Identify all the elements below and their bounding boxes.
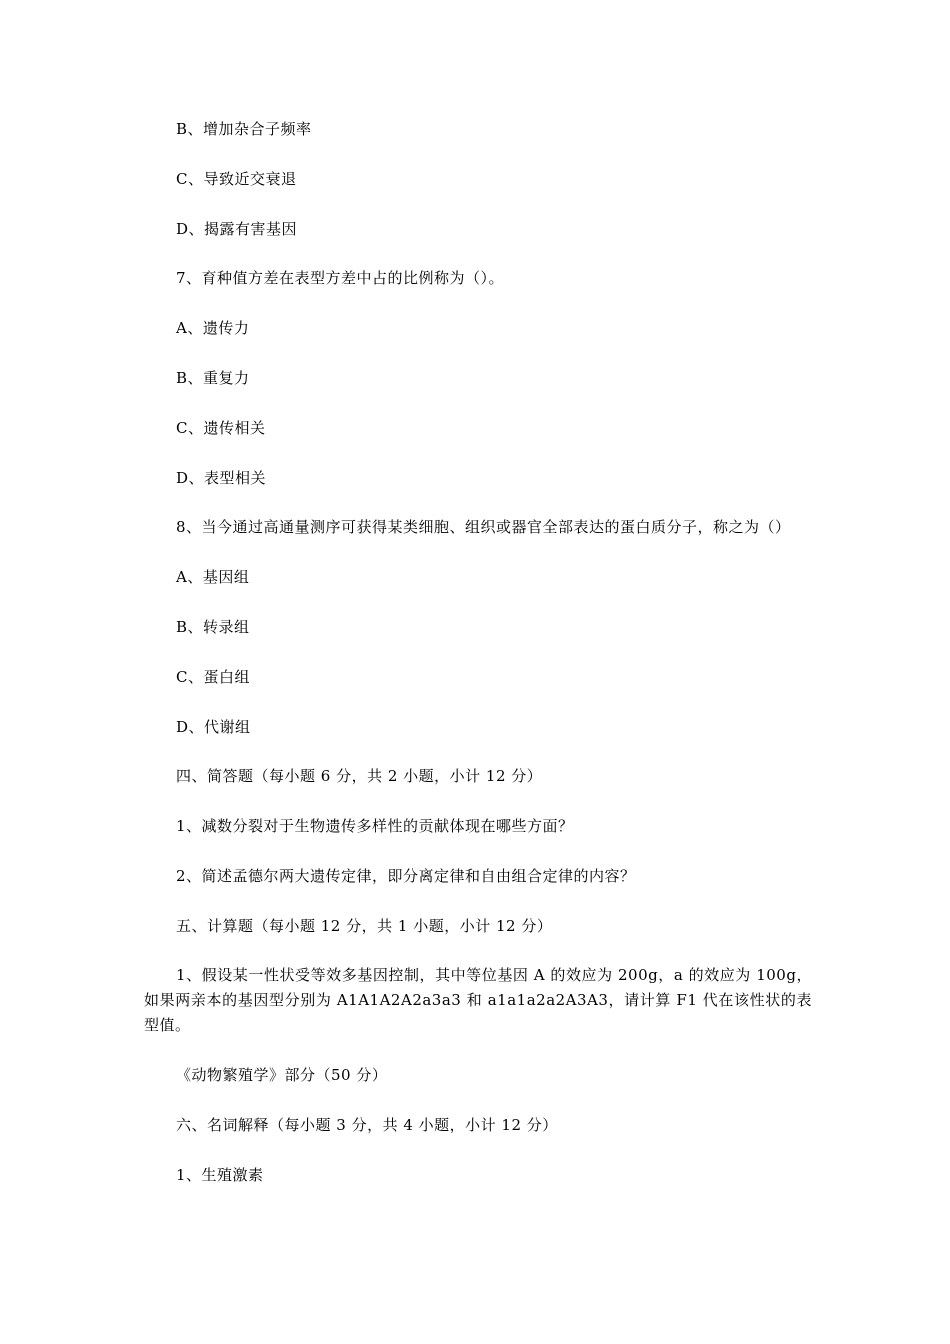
q7-option-a: A、遗传力 bbox=[176, 319, 250, 337]
calculation-question-1: 1、假设某一性状受等效多基因控制，其中等位基因 A 的效应为 200g，a 的效应为 100g，如果两亲本的基因型分别为 A1A1A2A2a3a3 和 a1a1a2a2A3A3，请计算 F1 代在该性状的表型值。 bbox=[144, 966, 812, 1034]
q7-option-d: D、表型相关 bbox=[176, 469, 267, 487]
short-answer-1: 1、减数分裂对于生物遗传多样性的贡献体现在哪些方面？ bbox=[176, 817, 574, 835]
q8-option-c: C、蛋白组 bbox=[176, 668, 250, 686]
section-6-heading: 六、名词解释（每小题 3 分，共 4 小题，小计 12 分） bbox=[176, 1116, 558, 1134]
option-b-heterozygosity: B、增加杂合子频率 bbox=[176, 120, 312, 138]
part-title-animal-reproduction: 《动物繁殖学》部分（50 分） bbox=[176, 1066, 388, 1084]
q8-option-a: A、基因组 bbox=[176, 568, 250, 586]
question-8: 8、当今通过高通量测序可获得某类细胞、组织或器官全部表达的蛋白质分子，称之为（） bbox=[176, 518, 791, 536]
q7-option-c: C、遗传相关 bbox=[176, 419, 266, 437]
short-answer-2: 2、简述孟德尔两大遗传定律，即分离定律和自由组合定律的内容？ bbox=[176, 867, 636, 885]
q8-option-d: D、代谢组 bbox=[176, 718, 251, 736]
term-definition-1: 1、生殖激素 bbox=[176, 1166, 264, 1184]
question-7: 7、育种值方差在表型方差中占的比例称为（）。 bbox=[176, 269, 505, 287]
section-4-heading: 四、简答题（每小题 6 分，共 2 小题，小计 12 分） bbox=[176, 767, 543, 785]
q8-option-b: B、转录组 bbox=[176, 618, 250, 636]
option-c-inbreeding-depression: C、导致近交衰退 bbox=[176, 170, 297, 188]
option-d-harmful-genes: D、揭露有害基因 bbox=[176, 220, 298, 238]
q7-option-b: B、重复力 bbox=[176, 369, 250, 387]
section-5-heading: 五、计算题（每小题 12 分，共 1 小题，小计 12 分） bbox=[176, 917, 553, 935]
